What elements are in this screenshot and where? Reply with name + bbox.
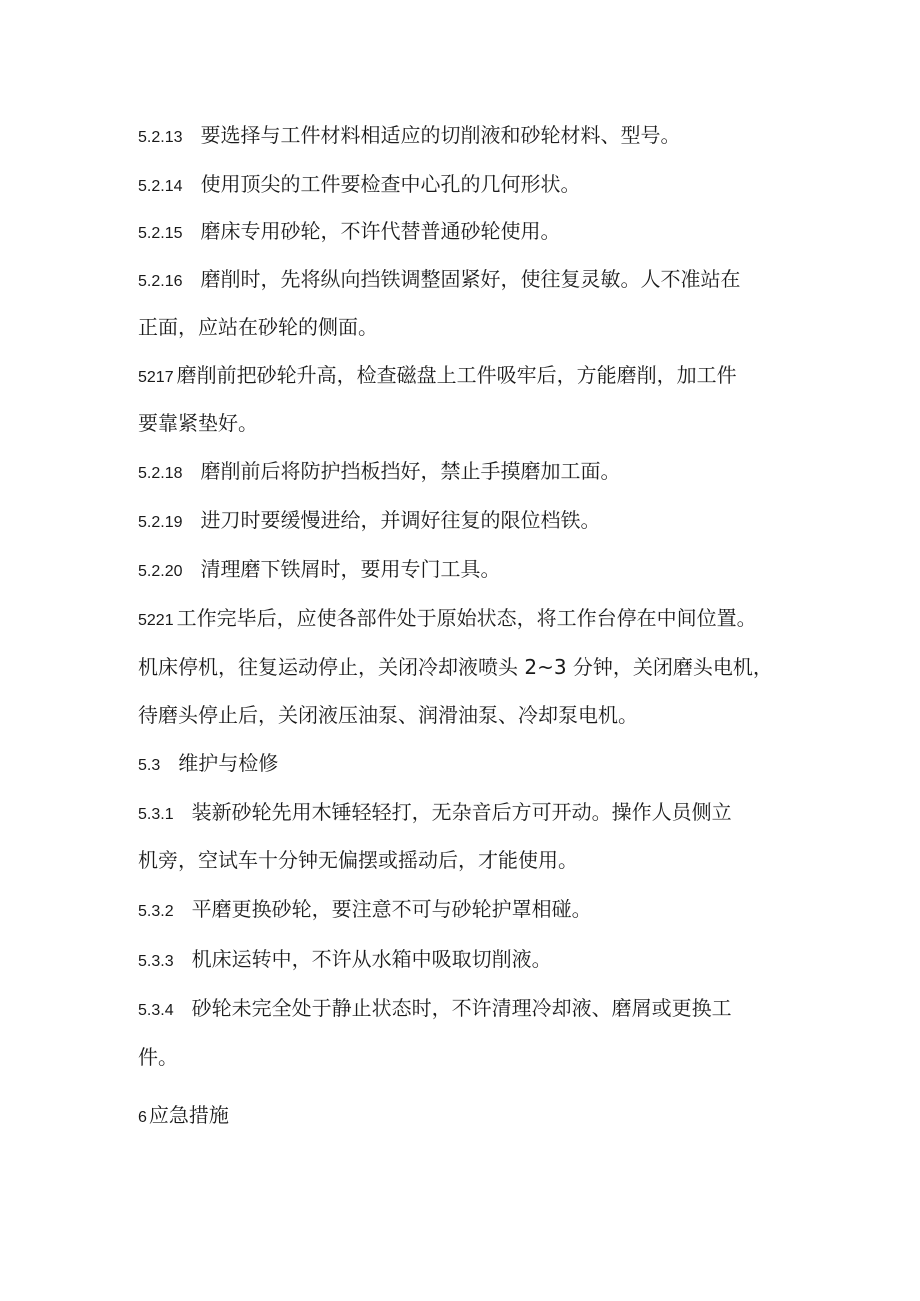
clause-text: 平磨更换砂轮，要注意不可与砂轮护罩相碰。 (191, 897, 592, 921)
clause-number: 5.2.20 (138, 563, 183, 580)
section-title: 应急措施 (148, 1103, 229, 1127)
section-number: 5.3 (138, 757, 161, 774)
clause-text: 进刀时要缓慢进给，并调好往复的限位档铁。 (200, 508, 601, 532)
clause-5-3-1-continued (138, 846, 788, 874)
clause-number: 5.2.15 (138, 225, 183, 242)
clause-number: 5.2.19 (138, 514, 183, 531)
section-number: 6 (138, 1109, 147, 1126)
clause-number: 5.3.1 (138, 806, 174, 823)
clause-number: 5.2.13 (138, 129, 183, 146)
section-title: 维护与检修 (178, 751, 279, 775)
clause-text: 要靠紧垫好。 (138, 411, 258, 435)
clause-5-2-16 (138, 265, 788, 296)
clause-text: 要选择与工件材料相适应的切削液和砂轮材料、型号。 (200, 123, 681, 147)
clause-5221-continued-1 (138, 653, 788, 681)
clause-5-2-19 (138, 506, 788, 537)
clause-5217 (138, 361, 788, 392)
clause-number: 5.3.4 (138, 1002, 174, 1019)
clause-text: 清理磨下铁屑时，要用专门工具。 (200, 557, 501, 581)
section-5-3-heading (138, 749, 788, 780)
clause-text: 件。 (138, 1045, 178, 1069)
clause-number: 5221 (138, 612, 174, 629)
clause-5-3-4-continued (138, 1043, 788, 1071)
clause-5-2-15 (138, 217, 788, 248)
section-6-heading (138, 1101, 788, 1132)
clause-5-2-20 (138, 555, 788, 586)
clause-text: 磨削前把砂轮升高，检查磁盘上工件吸牢后，方能磨削，加工件 (176, 363, 737, 387)
clause-5-3-1 (138, 798, 788, 829)
clause-text: 磨削时，先将纵向挡铁调整固紧好，使往复灵敏。人不准站在 (200, 267, 741, 291)
clause-text: 机床停机，往复运动停止，关闭冷却液喷头 2~3 分钟，关闭磨头电机， (138, 655, 773, 679)
clause-5217-continued (138, 409, 788, 437)
clause-text: 机床运转中，不许从水箱中吸取切削液。 (191, 947, 552, 971)
clause-5-2-16-continued (138, 313, 788, 341)
clause-number: 5.2.16 (138, 273, 183, 290)
clause-5221-continued-2 (138, 701, 788, 729)
clause-text: 正面，应站在砂轮的侧面。 (138, 315, 378, 339)
clause-5-2-18 (138, 457, 788, 488)
clause-text: 磨床专用砂轮，不许代替普通砂轮使用。 (200, 219, 561, 243)
clause-text: 工作完毕后，应使各部件处于原始状态，将工作台停在中间位置。 (176, 606, 757, 630)
clause-5-2-14 (138, 170, 788, 201)
clause-text: 使用顶尖的工件要检查中心孔的几何形状。 (200, 172, 581, 196)
clause-5221 (138, 604, 788, 635)
clause-number: 5.2.18 (138, 465, 183, 482)
clause-5-3-2 (138, 895, 788, 926)
clause-number: 5.3.2 (138, 903, 174, 920)
clause-text: 砂轮未完全处于静止状态时，不许清理冷却液、磨屑或更换工 (191, 996, 732, 1020)
clause-number: 5.3.3 (138, 953, 174, 970)
clause-5-2-13 (138, 121, 788, 152)
clause-text: 装新砂轮先用木锤轻轻打，无杂音后方可开动。操作人员侧立 (191, 800, 732, 824)
clause-text: 磨削前后将防护挡板挡好，禁止手摸磨加工面。 (200, 459, 621, 483)
clause-number: 5217 (138, 369, 174, 386)
clause-5-3-3 (138, 945, 788, 976)
clause-number: 5.2.14 (138, 178, 183, 195)
clause-5-3-4 (138, 994, 788, 1025)
clause-text: 机旁，空试车十分钟无偏摆或摇动后，才能使用。 (138, 848, 578, 872)
clause-text: 待磨头停止后，关闭液压油泵、润滑油泵、冷却泵电机。 (138, 703, 638, 727)
